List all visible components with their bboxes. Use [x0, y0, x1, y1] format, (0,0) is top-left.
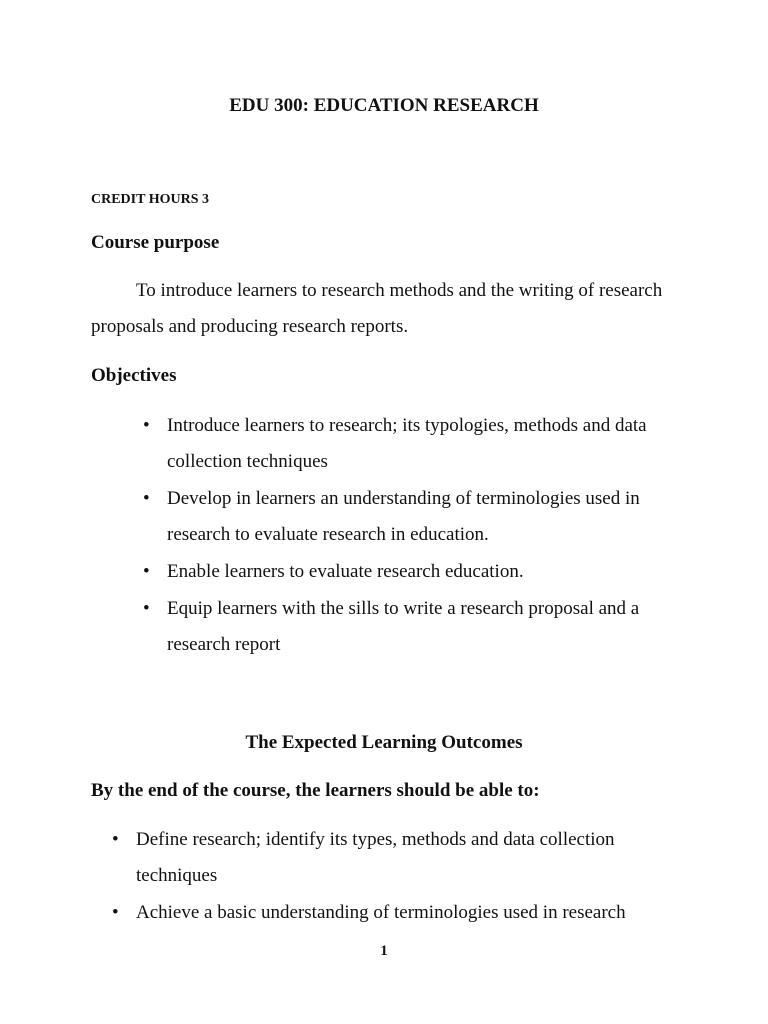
- objective-text: Introduce learners to research; its typologies, methods and data collection techniques: [167, 415, 647, 472]
- objectives-heading: Objectives: [91, 365, 177, 386]
- objective-text: Develop in learners an understanding of terminologies used in research to evaluate research in education.: [167, 488, 640, 545]
- bullet-icon: •: [143, 561, 150, 582]
- list-item: [112, 822, 682, 894]
- list-item: [143, 554, 683, 590]
- document-title: EDU 300: EDUCATION RESEARCH: [229, 95, 539, 116]
- bullet-icon: •: [143, 488, 150, 509]
- list-item: [143, 591, 683, 663]
- course-purpose-heading: Course purpose: [91, 232, 220, 253]
- course-purpose-text: To introduce learners to research methods and the writing of research proposals and producing research reports.: [91, 280, 663, 337]
- bullet-icon: •: [112, 829, 119, 850]
- objective-text: Enable learners to evaluate research education.: [167, 561, 524, 582]
- bullet-icon: •: [112, 902, 119, 923]
- objective-text: Equip learners with the sills to write a research proposal and a research report: [167, 598, 640, 655]
- list-item: [143, 408, 683, 480]
- list-item: [112, 895, 682, 931]
- bullet-icon: •: [143, 415, 150, 436]
- page-number: 1: [380, 943, 388, 959]
- credit-hours: CREDIT HOURS 3: [91, 192, 209, 207]
- list-item: [143, 481, 683, 553]
- bullet-icon: •: [143, 598, 150, 619]
- outcome-text: Define research; identify its types, methods and data collection techniques: [136, 829, 615, 886]
- outcomes-heading: The Expected Learning Outcomes: [245, 732, 523, 753]
- outcomes-lead: By the end of the course, the learners should be able to:: [91, 780, 540, 801]
- objectives-list: [143, 408, 683, 664]
- outcomes-list: [112, 822, 682, 932]
- outcome-text: Achieve a basic understanding of terminologies used in research: [136, 902, 626, 923]
